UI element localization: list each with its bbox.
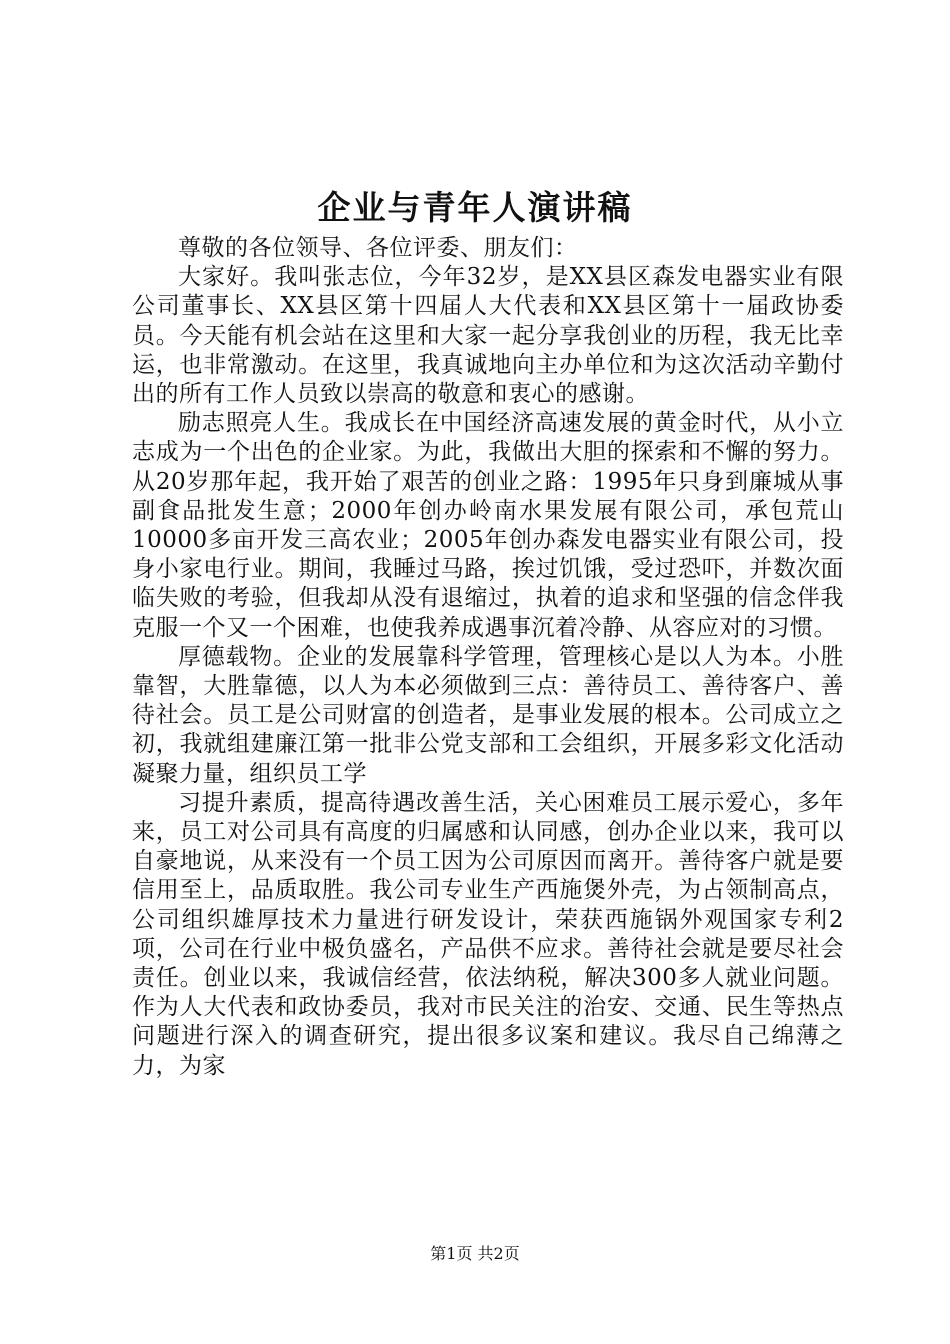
salutation-paragraph: 尊敬的各位领导、各位评委、朋友们： xyxy=(178,235,578,261)
introduction-paragraph: 大家好。我叫张志位，今年32岁，是XX县区森发电器实业有限公司董事长、XX县区第十四届人大代表和XX县区第十一届政协委员。今天能有机会站在这里和大家一起分享我创业的历程，我无比幸运，也非常激动。在这里，我真诚地向主办单位和为这次活动辛勤付出的所有工作人员致以崇高的敬意和衷心的感谢。 xyxy=(132,264,844,408)
page-number-footer: 第1页 共2页 xyxy=(430,1244,520,1263)
inspiration-paragraph: 励志照亮人生。我成长在中国经济高速发展的黄金时代，从小立志成为一个出色的企业家。为此，我做出大胆的探索和不懈的努力。从20岁那年起，我开始了艰苦的创业之路：1995年只身到廉城从事副食品批发生意；2000年创办岭南水果发展有限公司，承包荒山10000多亩开发三高农业；2005年创办森发电器实业有限公司，投身小家电行业。期间，我睡过马路，挨过饥饿，受过恐吓，并数次面临失败的考验，但我却从没有退缩过，执着的追求和坚强的信念伴我克服一个又一个困难，也使我养成遇事沉着冷静、从容应对的习惯。 xyxy=(132,410,844,641)
virtue-paragraph: 厚德载物。企业的发展靠科学管理，管理核心是以人为本。小胜靠智，大胜靠德，以人为本必须做到三点：善待员工、善待客户、善待社会。员工是公司财富的创造者，是事业发展的根本。公司成立之初，我就组建廉江第一批非公党支部和工会组织，开展多彩文化活动凝聚力量，组织员工学 xyxy=(132,643,844,787)
continuation-paragraph: 习提升素质，提高待遇改善生活，关心困难员工展示爱心，多年来，员工对公司具有高度的归属感和认同感，创办企业以来，我可以自豪地说，从来没有一个员工因为公司原因而离开。善待客户就是要信用至上，品质取胜。我公司专业生产西施煲外壳，为占领制高点，公司组织雄厚技术力量进行研发设计，荣获西施锅外观国家专利2项，公司在行业中极负盛名，产品供不应求。善待社会就是要尽社会责任。创业以来，我诚信经营，依法纳税，解决300多人就业问题。作为人大代表和政协委员，我对市民关注的治安、交通、民生等热点问题进行深入的调查研究，提出很多议案和建议。我尽自己绵薄之力，为家 xyxy=(132,789,844,1079)
document-body xyxy=(132,234,844,1081)
document-title: 企业与青年人演讲稿 xyxy=(317,188,633,227)
